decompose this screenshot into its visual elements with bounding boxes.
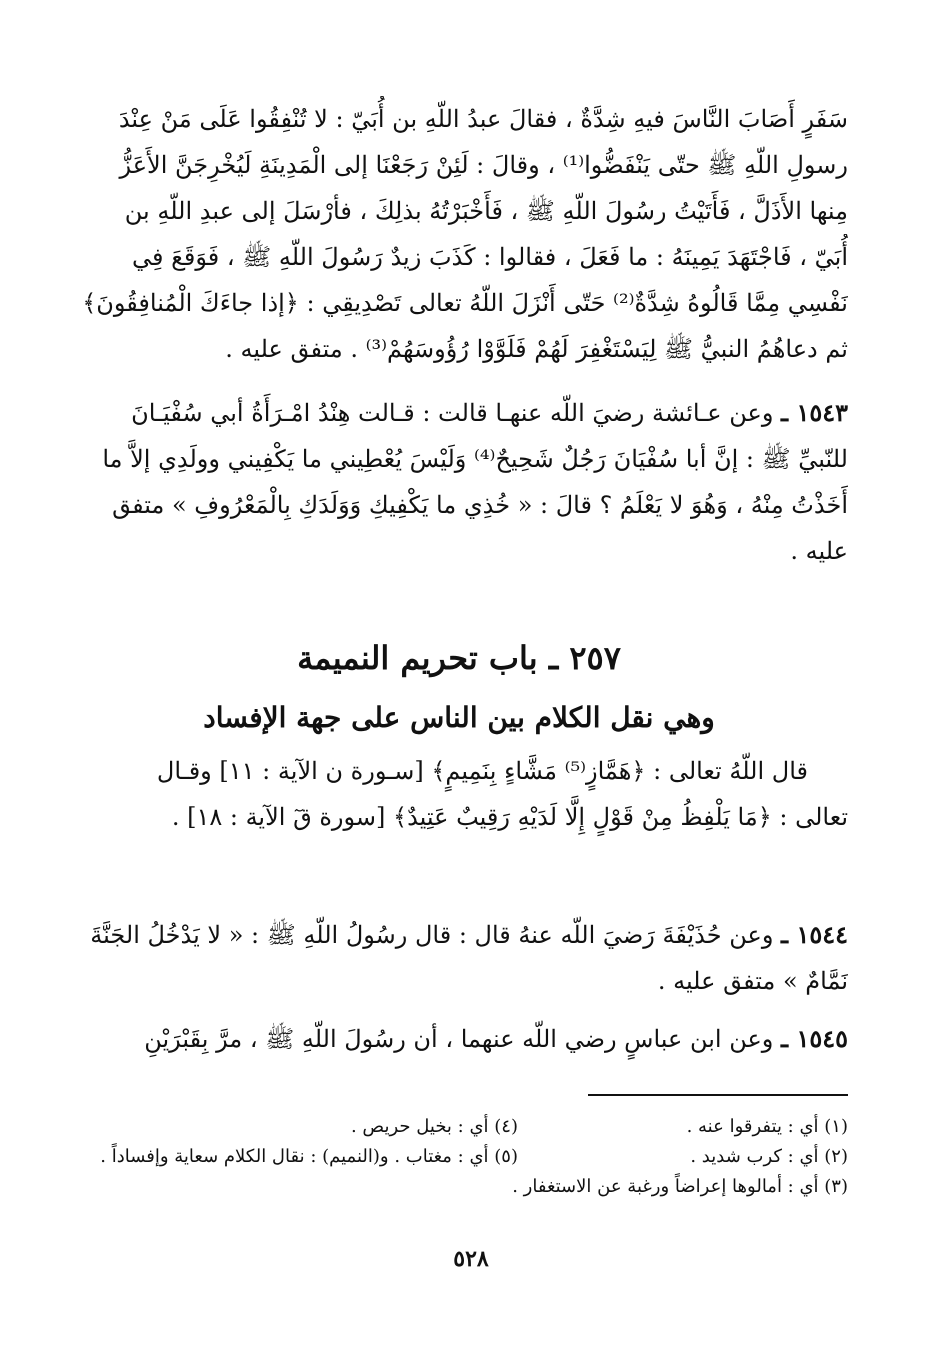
hadith-text: وعن عـائشة رضيَ اللّه عنهـا قالت : قـالت هِنْدُ امْـرَأَةُ أبي سُفْيَـانَ <box>131 399 774 427</box>
hadith-1545 <box>70 1016 848 1062</box>
footnote-row <box>60 1142 848 1172</box>
text-line: أَخَذْتُ مِنْهُ ، وَهُوَ لا يَعْلَمُ ؟ قالَ : « خُذِي ما يَكْفِيكِ وَوَلَدَكِ بِالْمَعْرُوفِ » متفق <box>112 491 848 519</box>
text-line: نَمَّامٌ » متفق عليه . <box>657 967 848 995</box>
footnote-divider <box>588 1094 848 1096</box>
page-number: ٥٢٨ <box>453 1246 489 1272</box>
text-line: مِنها الأَذَلَّ ، فَأَتَيْتُ رسُولَ اللّهِ ﷺ ، فَأَخْبَرْتُهُ بذلِكَ ، فأرْسَلَ إلى عبدِ اللّهِ بن <box>124 197 848 225</box>
chapter-subtitle: وهي نقل الكلام بين الناس على جهة الإفساد <box>203 701 715 734</box>
footnote-row <box>60 1112 848 1142</box>
hadith-number: ١٥٤٥ ـ <box>781 1024 848 1053</box>
footnote: (٢) أي : كرب شديد . <box>690 1146 848 1167</box>
footnotes <box>60 1112 848 1202</box>
hadith-1543 <box>70 390 848 574</box>
hadith-number: ١٥٤٤ ـ <box>781 920 848 949</box>
footnote: (٥) أي : مغتاب . و(النميم) : نقال الكلام سعاية وإفساداً . <box>100 1146 518 1167</box>
text-line: قال اللّهُ تعالى : ﴿هَمَّازٍ⁽⁵⁾ مَشَّاءٍ بِنَمِيمٍ﴾ [سـورة ن الآية : ١١] وقـال <box>156 757 808 785</box>
text-line: نَفْسِي مِمَّا قَالُوهُ شِدَّةٌ⁽²⁾ حَتّى أَنْزَلَ اللّهُ تعالى تَصْدِيقِي : ﴿إذا جاءَكَ الْمُنافِقُونَ﴾ <box>82 289 848 317</box>
text-line <box>70 912 848 958</box>
hadith-number: ١٥٤٣ ـ <box>781 398 848 427</box>
hadith-1542-continued <box>70 96 848 372</box>
text-line <box>70 390 848 436</box>
quran-intro <box>70 748 848 840</box>
text-line: أُبَيّ ، فَاجْتَهَدَ يَمِينَهُ : ما فَعَلَ ، فقالوا : كَذَبَ زيدٌ رَسُولَ اللّهِ ﷺ ، فَوَقَعَ فِي <box>132 243 848 271</box>
text-line: سَفَرٍ أَصَابَ النَّاسَ فيهِ شِدَّةٌ ، فقالَ عبدُ اللّهِ بن أُبَيّ : لا تُنْفِقُوا عَلَى مَنْ عِنْدَ <box>118 105 848 133</box>
footnote: (١) أي : يتفرقوا عنه . <box>686 1116 848 1137</box>
hadith-text: وعن ابن عباسٍ رضي اللّه عنهما ، أن رسُولَ اللّهِ ﷺ ، مرَّ بِقَبْرَيْنِ <box>144 1025 774 1053</box>
text-line: عليه . <box>790 537 848 565</box>
text-line: رسولِ اللّهِ ﷺ حتّى يَنْفَضُّوا⁽¹⁾ ، وقالَ : لَئِنْ رَجَعْنَا إلى الْمَدِينَةِ لَيُخْرِجَنَّ الأَعَزُّ <box>119 151 848 179</box>
footnote: (٤) أي : بخيل حريص . <box>350 1116 518 1137</box>
text-line: للنّبيِّ ﷺ : إنَّ أبا سُفْيَانَ رَجُلٌ شَحِيحٌ⁽⁴⁾ وَلَيْسَ يُعْطِيني ما يَكْفِيني وولَدِي إلاَّ ما <box>102 445 848 473</box>
text-line: ثم دعاهُمُ النبيُّ ﷺ لِيَسْتَغْفِرَ لَهُمْ فَلَوَّوْا رُؤُوسَهُمْ⁽³⁾ . متفق عليه . <box>225 335 848 363</box>
footnote: (٣) أي : أمالوها إعراضاً ورغبة عن الاستغفار . <box>512 1176 848 1197</box>
hadith-1544 <box>70 912 848 1004</box>
text-line: تعالى : ﴿مَا يَلْفِظُ مِنْ قَوْلٍ إِلَّا لَدَيْهِ رَقِيبٌ عَتِيدٌ﴾ [سورة قٓ الآية : ١٨] . <box>171 803 848 831</box>
footnote-row <box>60 1172 848 1202</box>
text-line <box>70 1016 848 1062</box>
hadith-text: وعن حُذَيْفَةَ رَضيَ اللّه عنهُ قال : قال رسُولُ اللّهِ ﷺ : « لا يَدْخُلُ الجَنَّةَ <box>90 921 774 949</box>
chapter-title: ٢٥٧ ـ باب تحريم النميمة <box>297 639 621 677</box>
footnote <box>60 1172 512 1202</box>
